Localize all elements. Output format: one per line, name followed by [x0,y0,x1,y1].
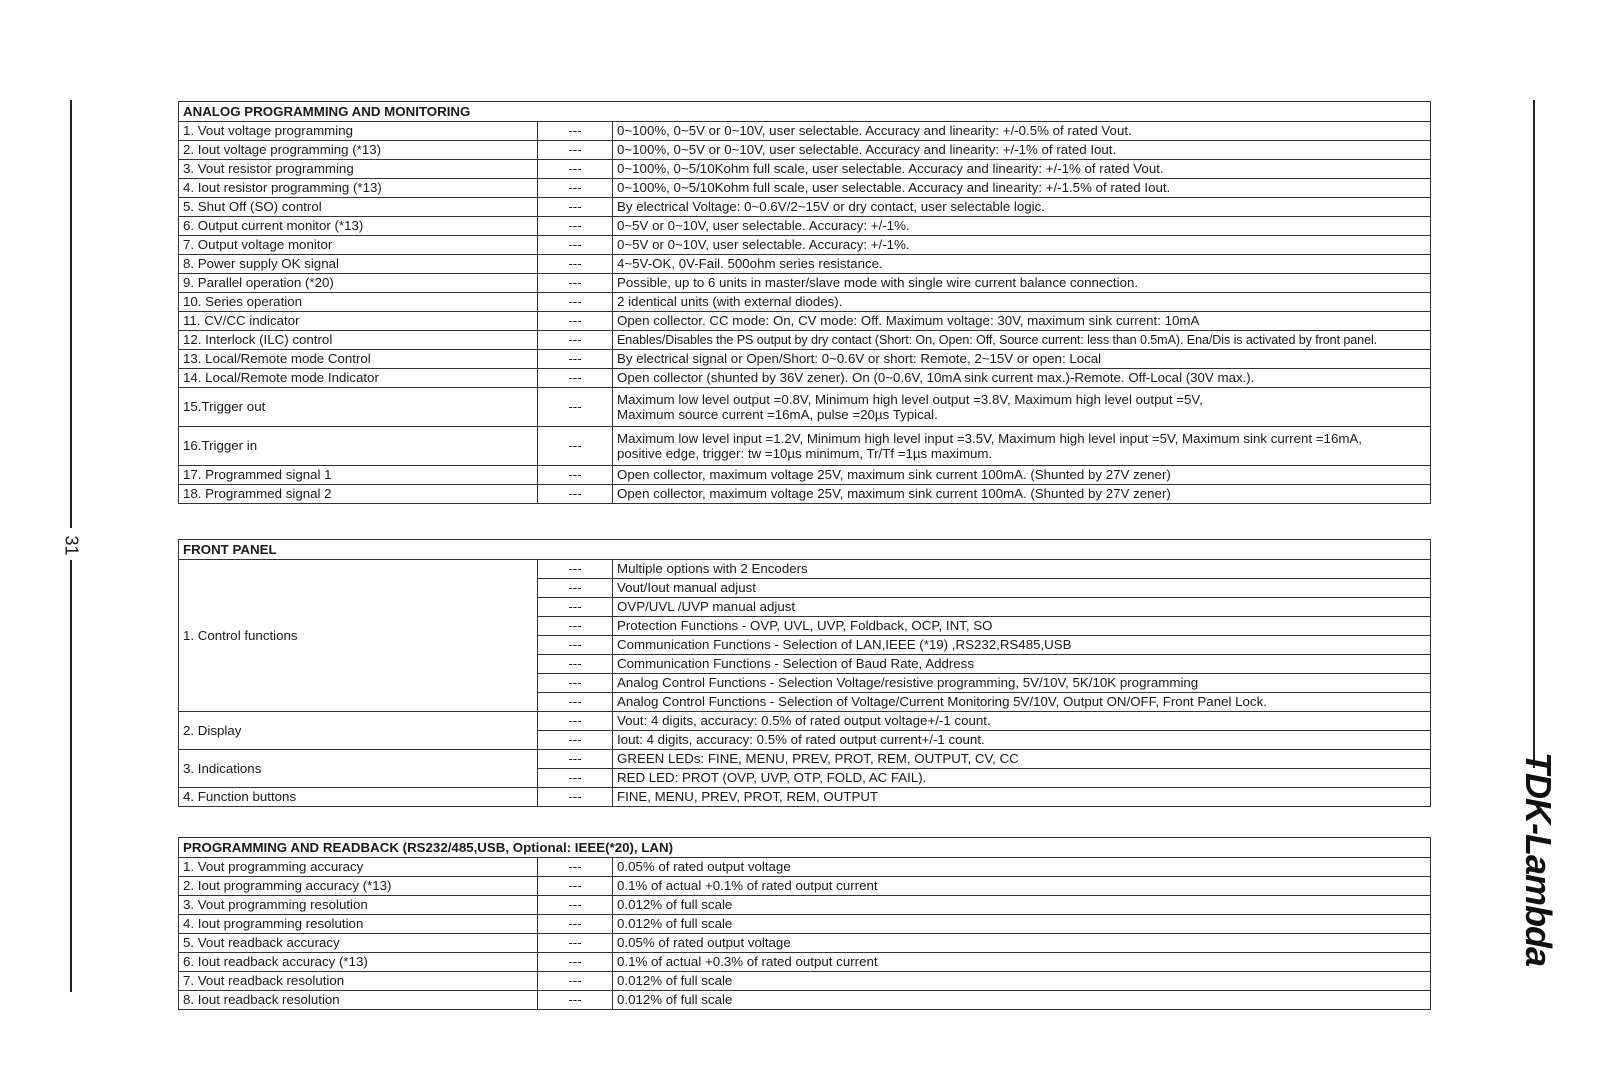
spec-label: 6. Output current monitor (*13) [179,217,538,236]
separator: --- [538,712,613,731]
spec-value-line: Maximum low level input =1.2V, Minimum high level input =3.5V, Maximum high level input =5V, Maximum sink current =16mA, [617,430,1362,446]
spec-value: By electrical Voltage: 0~0.6V/2~15V or dry contact, user selectable logic. [613,198,1431,217]
spec-value: 0~100%, 0~5/10Kohm full scale, user selectable. Accuracy and linearity: +/-1% of rated Vout. [613,160,1431,179]
spec-value: Enables/Disables the PS output by dry contact (Short: On, Open: Off, Source current: less than 0.5mA). Ena/Dis is activated by front panel. [613,331,1431,350]
separator: --- [538,331,613,350]
table-row [179,750,1431,769]
spec-value: 0.012% of full scale [613,972,1431,991]
separator: --- [538,388,613,427]
spec-value: Iout: 4 digits, accuracy: 0.5% of rated output current+/-1 count. [613,731,1431,750]
table-row [179,877,1431,896]
spec-value: 0~100%, 0~5/10Kohm full scale, user selectable. Accuracy and linearity: +/-1.5% of rated Iout. [613,179,1431,198]
spec-value: Protection Functions - OVP, UVL, UVP, Foldback, OCP, INT, SO [613,617,1431,636]
separator: --- [538,236,613,255]
separator: --- [538,122,613,141]
spec-value: Communication Functions - Selection of LAN,IEEE (*19) ,RS232,RS485,USB [613,636,1431,655]
table-row [179,141,1431,160]
spec-label: 4. Iout resistor programming (*13) [179,179,538,198]
margin-rule-bottom [70,560,72,992]
table-row [179,217,1431,236]
table-row [179,122,1431,141]
spec-label: 6. Iout readback accuracy (*13) [179,953,538,972]
table-row [179,934,1431,953]
separator: --- [538,427,613,466]
spec-label: 9. Parallel operation (*20) [179,274,538,293]
spec-value: OVP/UVL /UVP manual adjust [613,598,1431,617]
spec-label: 16.Trigger in [179,427,538,466]
table-row [179,858,1431,877]
separator: --- [538,953,613,972]
section-title: ANALOG PROGRAMMING AND MONITORING [179,102,1431,122]
programming-readback-table [178,837,1431,1010]
spec-label: 1. Vout programming accuracy [179,858,538,877]
spec-label: 4. Iout programming resolution [179,915,538,934]
spec-label: 5. Vout readback accuracy [179,934,538,953]
separator: --- [538,160,613,179]
spec-label: 2. Iout voltage programming (*13) [179,141,538,160]
separator: --- [538,636,613,655]
spec-value [613,427,1431,466]
spec-value [613,388,1431,427]
spec-label: 3. Indications [179,750,538,788]
spec-label: 13. Local/Remote mode Control [179,350,538,369]
spec-value: 0~5V or 0~10V, user selectable. Accuracy: +/-1%. [613,236,1431,255]
separator: --- [538,255,613,274]
separator: --- [538,598,613,617]
section-title: PROGRAMMING AND READBACK (RS232/485,USB, Optional: IEEE(*20), LAN) [179,838,1431,858]
spec-label: 1. Vout voltage programming [179,122,538,141]
separator: --- [538,350,613,369]
spec-value: Analog Control Functions - Selection Voltage/resistive programming, 5V/10V, 5K/10K programming [613,674,1431,693]
spec-value: 2 identical units (with external diodes). [613,293,1431,312]
separator: --- [538,217,613,236]
spec-label: 2. Display [179,712,538,750]
spec-value: Open collector, maximum voltage 25V, maximum sink current 100mA. (Shunted by 27V zener) [613,466,1431,485]
table-row [179,331,1431,350]
spec-value: 0.012% of full scale [613,915,1431,934]
separator: --- [538,485,613,504]
spec-value: 0~100%, 0~5V or 0~10V, user selectable. Accuracy and linearity: +/-0.5% of rated Vout. [613,122,1431,141]
spec-label: 3. Vout resistor programming [179,160,538,179]
table-row [179,312,1431,331]
spec-label: 10. Series operation [179,293,538,312]
table-row [179,255,1431,274]
spec-label: 3. Vout programming resolution [179,896,538,915]
spec-label: 7. Vout readback resolution [179,972,538,991]
table-row [179,915,1431,934]
margin-rule-top [70,100,72,528]
separator: --- [538,674,613,693]
separator: --- [538,877,613,896]
brand-logo: TDK-Lambda [1518,752,1559,966]
separator: --- [538,991,613,1010]
spec-value-line: positive edge, trigger: tw =10µs minimum, Tr/Tf =1µs maximum. [617,446,993,461]
separator: --- [538,731,613,750]
spec-value: Multiple options with 2 Encoders [613,560,1431,579]
front-panel-table [178,539,1431,807]
spec-label: 5. Shut Off (SO) control [179,198,538,217]
separator: --- [538,655,613,674]
separator: --- [538,560,613,579]
separator: --- [538,312,613,331]
separator: --- [538,750,613,769]
table-row [179,712,1431,731]
spec-label: 17. Programmed signal 1 [179,466,538,485]
separator: --- [538,198,613,217]
table-row [179,560,1431,579]
spec-value: 0.05% of rated output voltage [613,858,1431,877]
table-row [179,179,1431,198]
spec-value: 0.012% of full scale [613,991,1431,1010]
table-row [179,274,1431,293]
separator: --- [538,293,613,312]
spec-label: 8. Power supply OK signal [179,255,538,274]
table-row [179,991,1431,1010]
table-row [179,788,1431,807]
spec-value: 0~5V or 0~10V, user selectable. Accuracy: +/-1%. [613,217,1431,236]
spec-label: 18. Programmed signal 2 [179,485,538,504]
separator: --- [538,141,613,160]
spec-value: 0.1% of actual +0.3% of rated output current [613,953,1431,972]
separator: --- [538,858,613,877]
separator: --- [538,579,613,598]
separator: --- [538,972,613,991]
table-row [179,972,1431,991]
table-row [179,198,1431,217]
spec-value: Vout: 4 digits, accuracy: 0.5% of rated output voltage+/-1 count. [613,712,1431,731]
table-row [179,466,1431,485]
spec-label: 11. CV/CC indicator [179,312,538,331]
spec-value-line: Maximum source current =16mA, pulse =20µs Typical. [617,407,938,422]
separator: --- [538,693,613,712]
spec-label: 15.Trigger out [179,388,538,427]
spec-label: 1. Control functions [179,560,538,712]
spec-value: Open collector (shunted by 36V zener). On (0~0.6V, 10mA sink current max.)-Remote. Off-Local (30V max.). [613,369,1431,388]
separator: --- [538,934,613,953]
table-row [179,427,1431,466]
spec-label: 14. Local/Remote mode Indicator [179,369,538,388]
section-title: FRONT PANEL [179,540,1431,560]
table-row [179,160,1431,179]
page-number: 31 [61,535,82,556]
spec-value: Vout/Iout manual adjust [613,579,1431,598]
spec-value: 0.1% of actual +0.1% of rated output current [613,877,1431,896]
spec-label: 7. Output voltage monitor [179,236,538,255]
spec-label: 4. Function buttons [179,788,538,807]
table-row [179,369,1431,388]
spec-value: By electrical signal or Open/Short: 0~0.6V or short: Remote, 2~15V or open: Local [613,350,1431,369]
spec-value: RED LED: PROT (OVP, UVP, OTP, FOLD, AC FAIL). [613,769,1431,788]
separator: --- [538,274,613,293]
brand-rule [1533,100,1535,768]
separator: --- [538,179,613,198]
spec-label: 8. Iout readback resolution [179,991,538,1010]
spec-value: 0.05% of rated output voltage [613,934,1431,953]
spec-value: FINE, MENU, PREV, PROT, REM, OUTPUT [613,788,1431,807]
spec-value: GREEN LEDs: FINE, MENU, PREV, PROT, REM, OUTPUT, CV, CC [613,750,1431,769]
spec-value: Open collector. CC mode: On, CV mode: Off. Maximum voltage: 30V, maximum sink current: 10mA [613,312,1431,331]
separator: --- [538,369,613,388]
separator: --- [538,617,613,636]
table-row [179,485,1431,504]
spec-value: 0.012% of full scale [613,896,1431,915]
spec-value: Possible, up to 6 units in master/slave mode with single wire current balance connection. [613,274,1431,293]
spec-value: Open collector, maximum voltage 25V, maximum sink current 100mA. (Shunted by 27V zener) [613,485,1431,504]
separator: --- [538,788,613,807]
spec-value-line: Maximum low level output =0.8V, Minimum high level output =3.8V, Maximum high level output =5V, [617,391,1203,407]
separator: --- [538,466,613,485]
spec-label: 12. Interlock (ILC) control [179,331,538,350]
spec-value: 4~5V-OK, 0V-Fail. 500ohm series resistance. [613,255,1431,274]
separator: --- [538,769,613,788]
spec-value: 0~100%, 0~5V or 0~10V, user selectable. Accuracy and linearity: +/-1% of rated Iout. [613,141,1431,160]
separator: --- [538,915,613,934]
analog-programming-table [178,101,1431,504]
table-row [179,293,1431,312]
table-row [179,896,1431,915]
table-row [179,953,1431,972]
table-row [179,236,1431,255]
spec-value: Communication Functions - Selection of Baud Rate, Address [613,655,1431,674]
table-row [179,388,1431,427]
spec-label: 2. Iout programming accuracy (*13) [179,877,538,896]
separator: --- [538,896,613,915]
table-row [179,350,1431,369]
spec-value: Analog Control Functions - Selection of Voltage/Current Monitoring 5V/10V, Output ON/OFF, Front Panel Lock. [613,693,1431,712]
